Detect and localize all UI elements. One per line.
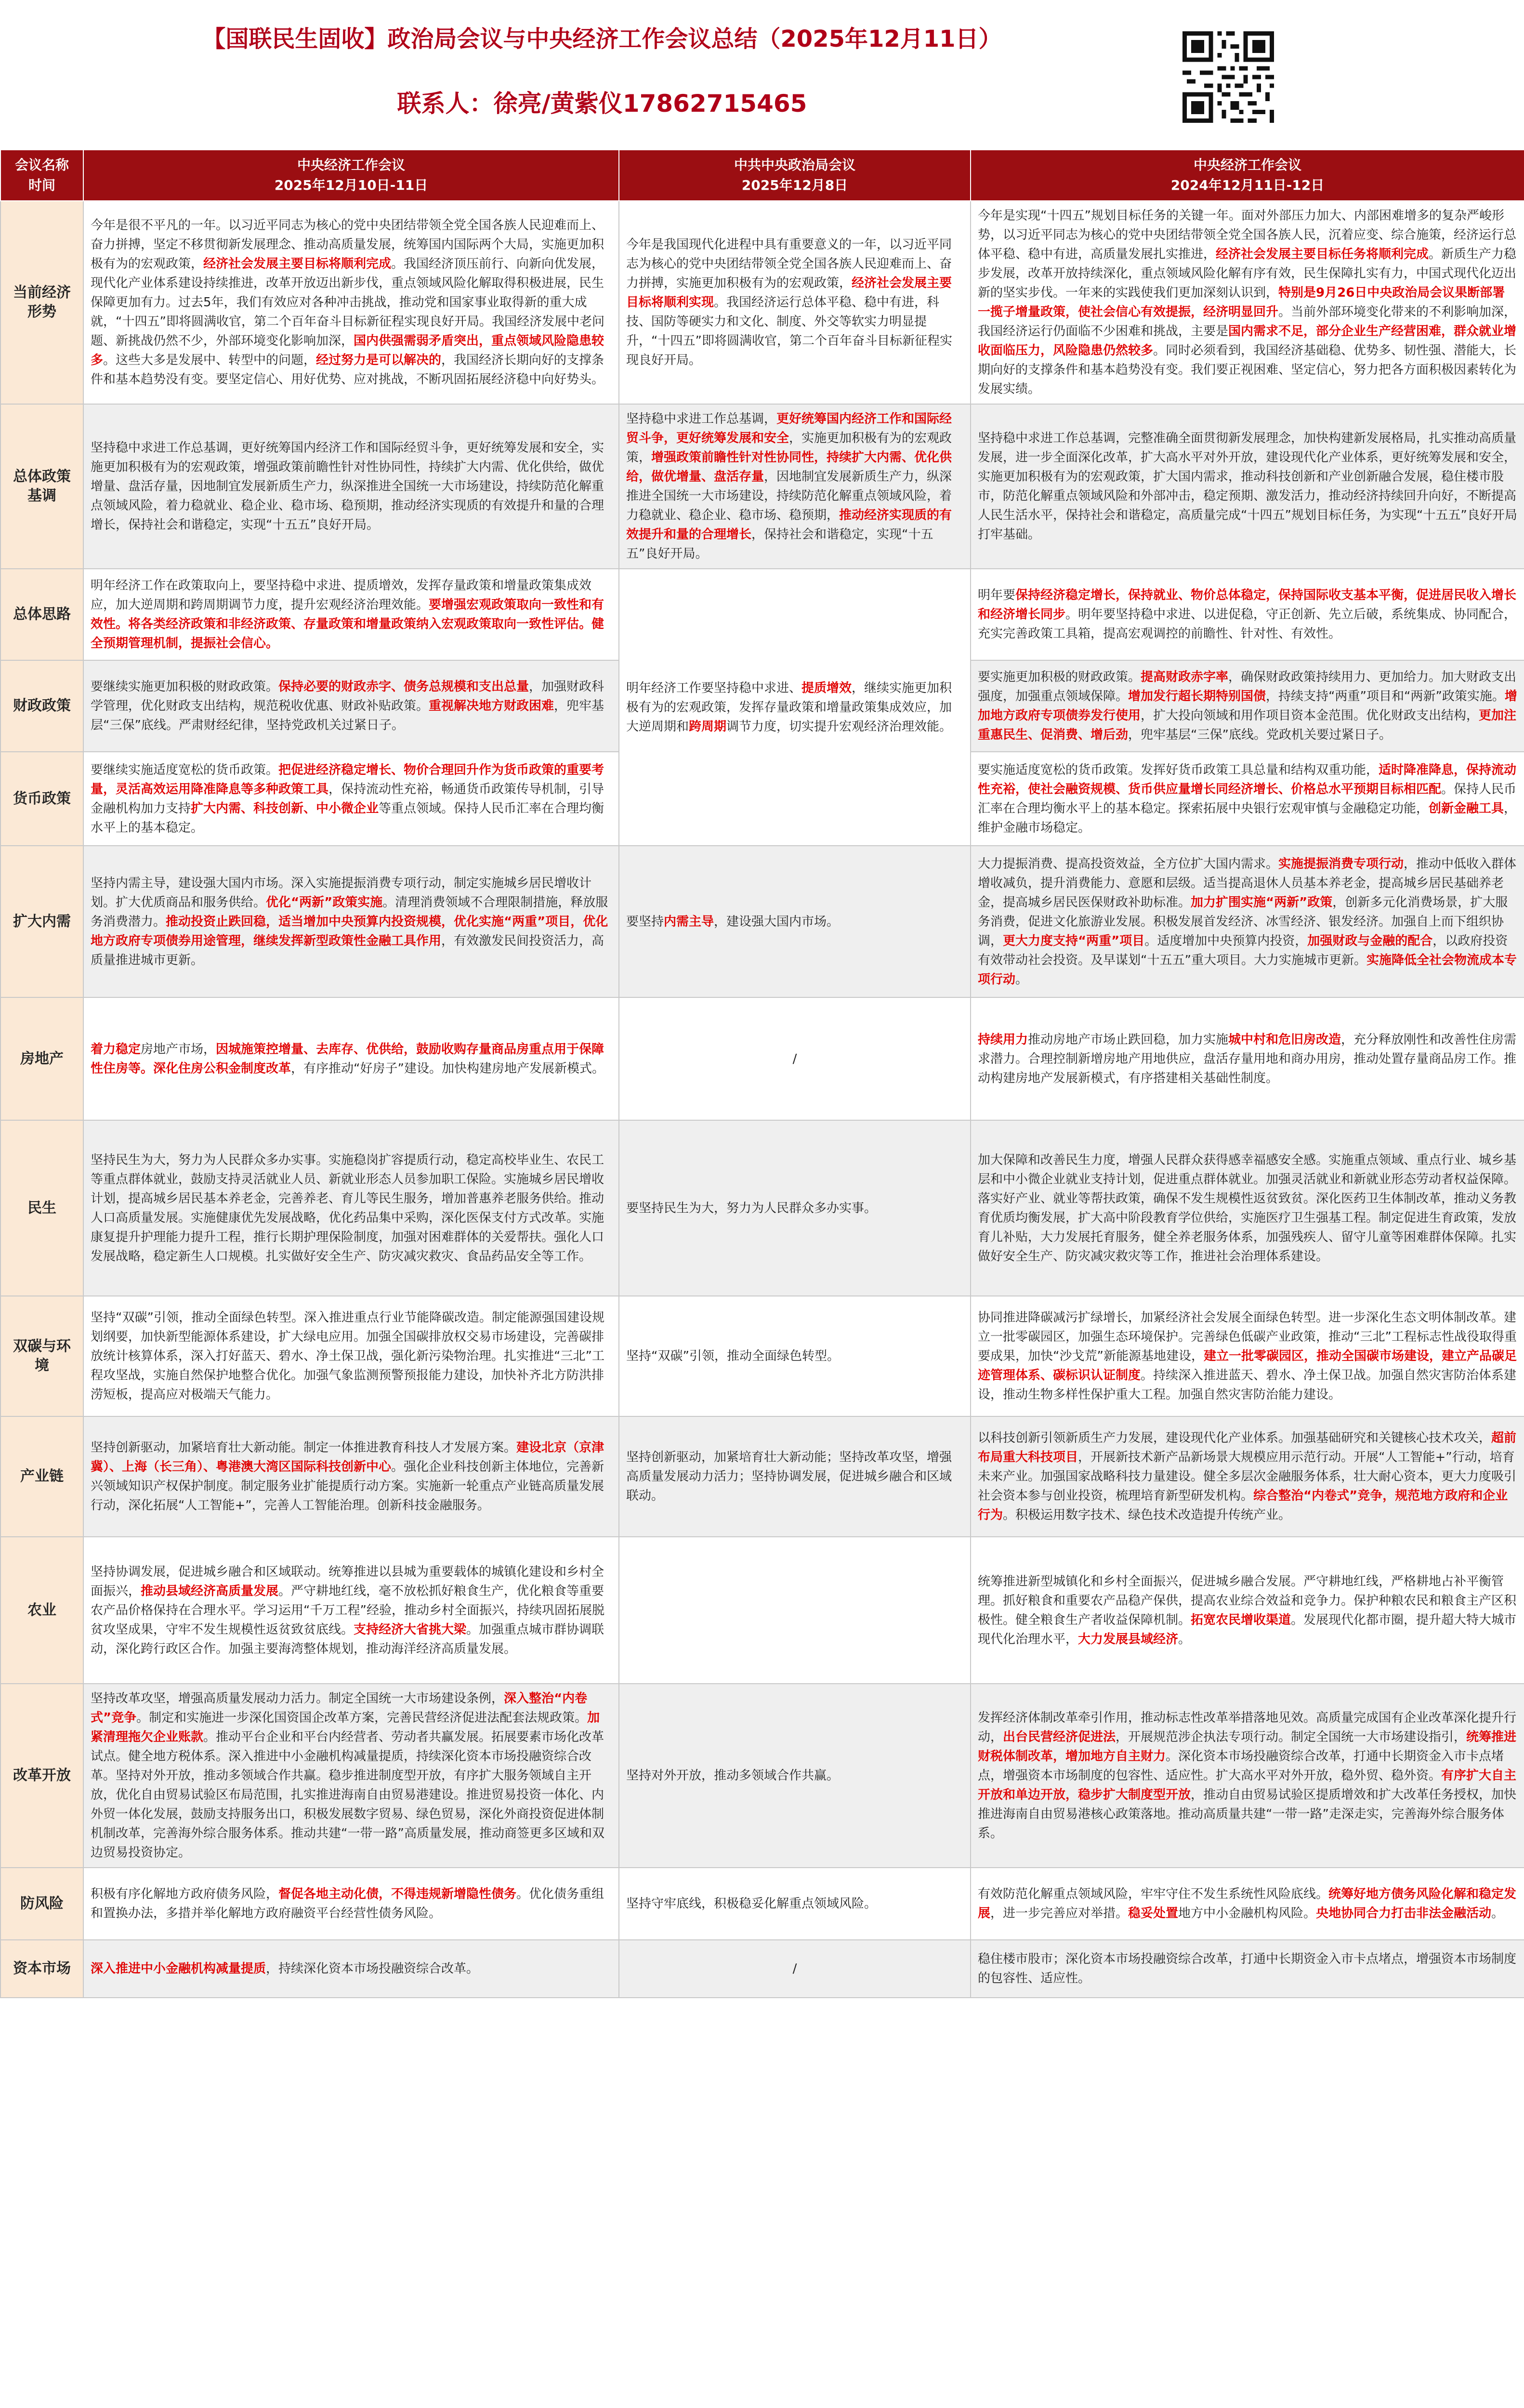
body-text: / (792, 1051, 797, 1066)
cell-politburo-2025 (619, 201, 971, 404)
body-text: 。持续深入推进蓝天、碧水、净土保卫战。加强自然灾害防治体系建设，推动生物多样性保护重大工程。加强自然灾害防治能力建设。 (978, 1368, 1517, 1402)
body-text: 积极有序化解地方政府债务风险， (91, 1887, 279, 1901)
highlight-text: 增加地方政府专项债券发行使用 (978, 689, 1517, 723)
body-text: 坚持内需主导，建设强大国内市场。深入实施提振消费专项行动，制定实施城乡居民增收计划。扩大优质商品和服务供给。 (91, 876, 592, 910)
body-text: ，建设强大国内市场。 (714, 914, 840, 929)
cell-cewc-2025 (83, 997, 619, 1120)
cell-politburo-2025 (619, 997, 971, 1120)
body-text: 要继续实施适度宽松的货币政策。 (91, 762, 279, 777)
cell-cewc-2024 (971, 1416, 1524, 1537)
body-text: 坚持民生为大，努力为人民群众多办实事。实施稳岗扩容提质行动，稳定高校毕业生、农民工等重点群体就业，鼓励支持灵活就业人员、新就业形态人员参加职工保险。实施城乡居民增收计划，提高城乡居民基本养老金，完善养老、育儿等民生服务，增加普惠养老服务供给。推动人口高质量发展。实施健康优先发展战略，优化药品集中采购，深化医保支付方式改革。实施康复提升护理能力提升工程，推行长期护理保险制度，加强对困难群体的关爱帮扶。强化人口发展战略，稳定新生人口规模。扎实做好安全生产、防灾减灾救灾、食品药品安全等工作。 (91, 1152, 604, 1264)
body-text: 。适度增加中央预算内投资， (1144, 933, 1308, 948)
row-label: 房地产 (0, 997, 83, 1120)
cell-cewc-2025 (83, 1120, 619, 1296)
highlight-text: 推动投资止跌回稳，适当增加中央预算内投资规模，优化实施“两重”项目，优化地方政府专项债券用途管理，继续发挥新型政策性金融工具作用 (91, 914, 608, 948)
highlight-text: 重视解决地方财政困难 (429, 699, 554, 713)
body-text: 坚持稳中求进工作总基调，更好统筹国内经济工作和国际经贸斗争，更好统筹发展和安全，实施更加积极有为的宏观政策，增强政策前瞻性针对性协同性，持续扩大内需、优化供给，做优增量、盘活存量，因地制宜发展新质生产力，纵深推进全国统一大市场建设，持续防范化解重点领域风险，着力稳就业、稳企业、稳市场、稳预期，推动经济实现质的有效提升和量的合理增长，保持社会和谐稳定，实现“十五五”良好开局。 (91, 441, 604, 532)
highlight-text: 督促各地主动化债，不得违规新增隐性债务 (278, 1887, 517, 1901)
body-text: 明年要 (978, 588, 1016, 602)
body-text: 。强化企业科技创新主体地位，完善新兴领域知识产权保护制度。制定服务业扩能提质行动方案。实施新一轮重点产业链高质量发展行动，深化拓展“人工智能+”，完善人工智能治理。创新科技金融服务。 (91, 1460, 604, 1513)
highlight-text: 国内供强需弱矛盾突出，重点领域风险隐患较多 (91, 334, 604, 367)
body-text: 坚持协调发展，促进城乡融合和区域联动。统筹推进以县城为重要载体的城镇化建设和乡村全面振兴， (91, 1564, 604, 1598)
table-body (0, 201, 1524, 1998)
body-text: 统筹推进新型城镇化和乡村全面振兴，促进城乡融合发展。严守耕地红线，严格耕地占补平衡管理。抓好粮食和重要农产品稳产保供，提高农业综合效益和竞争力。保护种粮农民和粮食主产区积极性。健全粮食生产者收益保障机制。 (978, 1574, 1517, 1627)
highlight-text: 有序扩大自主开放和单边开放，稳步扩大制度型开放 (978, 1768, 1517, 1802)
cell-politburo-2025 (619, 1120, 971, 1296)
body-text: ，推动中低收入群体增收减负，提升消费能力、意愿和层级。适当提高退休人员基本养老金，提高城乡居民基础养老金，提高城乡居民医保财政补助标准。 (978, 856, 1517, 910)
body-text: 推动房地产市场止跌回稳，加力实施 (1028, 1032, 1229, 1047)
body-text: ，以政府投资有效带动社会投资。及早谋划“十五五”重大项目。大力实施城市更新。 (978, 933, 1508, 968)
highlight-text: 创新金融工具 (1429, 801, 1504, 816)
cell-politburo-2025 (619, 1416, 971, 1537)
header-cewc-2024: 中央经济工作会议 2024年12月11日-12日 (971, 150, 1524, 201)
body-text: 。制定和实施进一步深化国资国企改革方案，完善民营经济促进法配套法规政策。 (136, 1711, 588, 1725)
body-text: 。严守耕地红线，毫不放松抓好粮食生产，优化粮食等重要农产品价格保持在合理水平。学习运用“千万工程”经验，推动乡村全面振兴，持续巩固拓展脱贫攻坚成果，守牢不发生规模性返贫致贫底线。 (91, 1584, 604, 1637)
highlight-text: 超前布局重大科技项目 (978, 1431, 1517, 1465)
highlight-text: 综合整治“内卷式”竞争，规范地方政府和企业行为 (978, 1489, 1508, 1522)
body-text: 。 (1491, 1906, 1504, 1921)
body-text: 坚持守牢底线，积极稳妥化解重点领域风险。 (626, 1897, 877, 1911)
body-text: 。新质生产力稳步发展，改革开放持续深化，重点领域风险化解有序有效，民生保障扎实有力，中国式现代化迈出新的坚实步伐。一年来的实践使我们更加深刻认识到， (978, 247, 1517, 300)
body-text: ，保持社会和谐稳定，实现“十五五”良好开局。 (626, 527, 933, 561)
highlight-text: 更大力度支持“两重”项目 (1003, 933, 1145, 948)
highlight-text: 城中村和危旧房改造 (1228, 1032, 1341, 1047)
row-label: 总体政策基调 (0, 404, 83, 569)
highlight-text: 跨周期 (689, 719, 727, 734)
body-text: 坚持稳中求进工作总基调， (626, 412, 777, 426)
cell-cewc-2025 (83, 1684, 619, 1868)
body-text: 坚持“双碳”引领，推动全面绿色转型。 (626, 1349, 840, 1363)
table-row (0, 846, 1524, 997)
body-text: 坚持改革攻坚，增强高质量发展动力活力。制定全国统一大市场建设条例， (91, 1691, 504, 1706)
body-text: ，持续深化资本市场投融资综合改革。 (266, 1962, 479, 1976)
cell-cewc-2025 (83, 1296, 619, 1416)
highlight-text: 加力扩围实施“两新”政策 (1191, 895, 1333, 910)
header-meeting-time: 会议名称 时间 (0, 150, 83, 201)
body-text: 大力提振消费、提高投资效益，全方位扩大国内需求。 (978, 856, 1279, 871)
highlight-text: 推动经济实现质的有效提升和量的合理增长 (626, 508, 952, 542)
row-label: 货币政策 (0, 752, 83, 846)
cell-cewc-2025 (83, 1868, 619, 1940)
body-text: 。深化资本市场投融资综合改革，打通中长期资金入市卡点堵点，增强资本市场制度的包容性、适应性。扩大高水平对外开放，稳外贸、稳外资。 (978, 1749, 1504, 1783)
highlight-text: 加强财政与金融的配合 (1307, 933, 1433, 948)
highlight-text: 把促进经济稳定增长、物价合理回升作为货币政策的重要考量，灵活高效运用降准降息等多种政策工具 (91, 762, 604, 797)
highlight-text: 加紧清理拖欠企业账款 (91, 1711, 600, 1744)
highlight-text: 持续用力 (978, 1032, 1028, 1047)
highlight-text: 支持经济大省挑大梁 (354, 1622, 467, 1637)
table-row (0, 201, 1524, 404)
cell-politburo-2025 (619, 1296, 971, 1416)
body-text: ，推动自由贸易试验区提质增效和扩大改革任务授权，加快推进海南自由贸易港核心政策落地。推动高质量共建“一带一路”走深走实，完善海外综合服务体系。 (978, 1788, 1517, 1841)
cell-cewc-2024 (971, 846, 1524, 997)
body-text: ，加强财政科学管理，优化财政支出结构，规范税收优惠、财政补贴政策。 (91, 680, 604, 713)
row-label: 双碳与环境 (0, 1296, 83, 1416)
cell-cewc-2024 (971, 404, 1524, 569)
cell-cewc-2024 (971, 1296, 1524, 1416)
highlight-text: 经济社会发展主要目标任务将顺利完成 (1216, 247, 1429, 262)
table-row (0, 1940, 1524, 1998)
body-text: 等重点领域。保持人民币汇率在合理均衡水平上的基本稳定。 (91, 801, 604, 835)
body-text: ，有序推动“好房子”建设。加快构建房地产发展新模式。 (291, 1061, 604, 1076)
body-text: 。优化债务重组和置换办法，多措并举化解地方政府融资平台经营性债务风险。 (91, 1887, 604, 1921)
table-row (0, 1868, 1524, 1940)
body-text: 。明年要坚持稳中求进、以进促稳，守正创新、先立后破，系统集成、协同配合，充实完善政策工具箱，提高宏观调控的前瞻性、针对性、有效性。 (978, 607, 1517, 641)
row-label: 当前经济形势 (0, 201, 83, 404)
body-text: 有效防范化解重点领域风险，牢牢守住不发生系统性风险底线。 (978, 1887, 1329, 1901)
table-row (0, 1537, 1524, 1684)
highlight-text: 统筹好地方债务风险化解和稳定发展 (978, 1887, 1517, 1921)
cell-cewc-2024 (971, 660, 1524, 752)
highlight-text: 优化“两新”政策实施 (266, 895, 383, 910)
body-text: / (792, 1962, 797, 1976)
highlight-text: 着力稳定 (91, 1042, 141, 1057)
body-text: ，充分释放刚性和改善性住房需求潜力。合理控制新增房地产用地供应，盘活存量用地和商办用房，推动处置存量商品房工作。推动构建房地产发展新模式，有序搭建相关基础性制度。 (978, 1032, 1517, 1086)
highlight-text: 拓宽农民增收渠道 (1191, 1612, 1291, 1627)
cell-cewc-2024 (971, 752, 1524, 846)
body-text: 。发展现代化都市圈，提升超大特大城市现代化治理水平， (978, 1612, 1517, 1647)
body-text: 今年是我国现代化进程中具有重要意义的一年，以习近平同志为核心的党中央团结带领全党全国各族人民迎难而上、奋力拼搏，实施更加积极有为的宏观政策， (626, 237, 952, 290)
cell-cewc-2024 (971, 1120, 1524, 1296)
cell-cewc-2025 (83, 1537, 619, 1684)
body-text: 坚持稳中求进工作总基调，完整准确全面贯彻新发展理念，加快构建新发展格局，扎实推动高质量发展，进一步全面深化改革，扩大高水平对外开放，建设现代化产业体系，更好统筹发展和安全，实施更加积极有为的宏观政策，扩大国内需求，推动科技创新和产业创新融合发展，稳住楼市股市，防范化解重点领域风险和外部冲击，稳定预期、激发活力，推动经济持续回升向好，不断提高人民生活水平，保持社会和谐稳定，高质量完成“十四五”规划目标任务，为实现“十五五”良好开局打牢基础。 (978, 431, 1517, 542)
body-text: 坚持对外开放，推动多领域合作共赢。 (626, 1768, 840, 1783)
cell-cewc-2025 (83, 404, 619, 569)
body-text: 。保持人民币汇率在合理均衡水平上的基本稳定。探索拓展中央银行宏观审慎与金融稳定功能， (978, 782, 1517, 816)
highlight-text: 内需主导 (664, 914, 714, 929)
header-cewc-2025: 中央经济工作会议 2025年12月10日-11日 (83, 150, 619, 201)
highlight-text: 央地协同合力打击非法金融活动 (1316, 1906, 1492, 1921)
highlight-text: 因城施策控增量、去库存、优供给，鼓励收购存量商品房重点用于保障性住房等。深化住房公积金制度改革 (91, 1042, 604, 1076)
highlight-text: 国内需求不足，部分企业生产经营困难，群众就业增收面临压力，风险隐患仍然较多 (978, 324, 1517, 358)
highlight-text: 经过努力是可以解决的 (316, 353, 442, 367)
row-label: 总体思路 (0, 569, 83, 660)
cell-politburo-2025 (619, 569, 971, 846)
highlight-text: 稳妥处置 (1128, 1906, 1179, 1921)
table-row (0, 997, 1524, 1120)
body-text: ，兜牢基层“三保”底线。严肃财经纪律，坚持党政机关过紧日子。 (91, 699, 604, 733)
table-row (0, 1416, 1524, 1537)
cell-politburo-2025 (619, 1537, 971, 1684)
highlight-text: 增加发行超长期特别国债 (1128, 689, 1266, 704)
body-text: 调节力度，切实提升宏观经济治理效能。 (726, 719, 952, 734)
body-text: 明年经济工作要坚持稳中求进、 (626, 681, 802, 695)
body-text: ，进一步完善应对举措。 (990, 1906, 1129, 1921)
highlight-text: 保持经济稳定增长，保持就业、物价总体稳定，保持国际收支基本平衡，促进居民收入增长和经济增长同步 (978, 588, 1517, 622)
cell-cewc-2025 (83, 1416, 619, 1537)
body-text: ，扩大投向领域和用作项目资本金范围。优化财政支出结构， (1141, 708, 1479, 723)
body-text: ，有效激发民间投资活力，高质量推进城市更新。 (91, 933, 604, 968)
row-label: 资本市场 (0, 1940, 83, 1998)
cell-cewc-2025 (83, 846, 619, 997)
cell-politburo-2025 (619, 404, 971, 569)
table-row (0, 1684, 1524, 1868)
body-text: ，继续实施更加积极有为的宏观政策，发挥存量政策和增量政策集成效应，加大逆周期和 (626, 681, 952, 734)
body-text: 。加强重点城市群协调联动，深化跨行政区合作。加强主要海湾整体规划，推动海洋经济高质量发展。 (91, 1622, 604, 1656)
table-row (0, 1296, 1524, 1416)
row-label: 财政政策 (0, 660, 83, 752)
body-text: 今年是实现“十四五”规划目标任务的关键一年。面对外部压力加大、内部困难增多的复杂严峻形势，以习近平同志为核心的党中央团结带领全党全国各族人民，沉着应变、综合施策，经济运行总体平稳、稳中有进，高质量发展扎实推进， (978, 209, 1517, 262)
body-text: 。清理消费领域不合理限制措施，释放服务消费潜力。 (91, 895, 608, 929)
body-text: 。同时必须看到，我国经济基础稳、优势多、韧性强、潜能大，长期向好的支撑条件和基本趋势没有变。我们要正视困难、坚定信心，努力把各方面积极因素转化为发展实绩。 (978, 343, 1517, 396)
row-label: 产业链 (0, 1416, 83, 1537)
body-text: 。我国经济顶压前行、向新向优发展，现代化产业体系建设持续推进，改革开放迈出新步伐，重点领域风险化解取得积极进展，民生保障更加有力。过去5年，我们有效应对各种冲击挑战，推动党和国家事业取得新的重大成就，“十四五”即将圆满收官，第二个百年奋斗目标新征程实现良好开局。我国经济发展中老问题、新挑战仍然不少，外部环境变化影响加深， (91, 257, 604, 348)
body-text: 。当前外部环境变化带来的不利影响加深，我国经济运行仍面临不少困难和挑战，主要是 (978, 305, 1517, 339)
body-text: 坚持“双碳”引领，推动全面绿色转型。深入推进重点行业节能降碳改造。制定能源强国建设规划纲要，加快新型能源体系建设，扩大绿电应用。加强全国碳排放权交易市场建设，完善碳排放统计核算体系，深入打好蓝天、碧水、净土保卫战，强化新污染物治理。扎实推进“三北”工程攻坚战，实施自然保护地整合优化。加强气象监测预警预报能力建设，加快补齐北方防洪排涝短板，提高应对极端天气能力。 (91, 1310, 604, 1402)
report-header (0, 0, 1524, 130)
cell-politburo-2025 (619, 846, 971, 997)
row-label: 民生 (0, 1120, 83, 1296)
highlight-text: 建设北京（京津冀）、上海（长三角）、粤港澳大湾区国际科技创新中心 (91, 1440, 604, 1474)
highlight-text: 适时降准降息，保持流动性充裕，使社会融资规模、货币供应量增长同经济增长、价格总水平预期目标相匹配 (978, 762, 1517, 797)
table-row (0, 1120, 1524, 1296)
highlight-text: 保持必要的财政赤字、债务总规模和支出总量 (278, 680, 529, 694)
row-label: 防风险 (0, 1868, 83, 1940)
highlight-text: 大力发展县域经济 (1078, 1632, 1179, 1647)
highlight-text: 实施降低全社会物流成本专项行动 (978, 953, 1517, 987)
cell-cewc-2024 (971, 569, 1524, 660)
highlight-text: 深入整治“内卷式”竞争 (91, 1691, 588, 1725)
cell-cewc-2025 (83, 752, 619, 846)
body-text: 。 (1015, 972, 1028, 987)
header-politburo-2025: 中共中央政治局会议 2025年12月8日 (619, 150, 971, 201)
cell-cewc-2025 (83, 660, 619, 752)
body-text: 加大保障和改善民生力度，增强人民群众获得感幸福感安全感。实施重点领域、重点行业、城乡基层和中小微企业就业支持计划，促进重点群体就业。加强灵活就业和新就业形态劳动者权益保障。落实好产业、就业等帮扶政策，确保不发生规模性返贫致贫。深化医药卫生体制改革，推动义务教育优质均衡发展，扩大高中阶段教育学位供给，实施医疗卫生强基工程。制定促进生育政策，发放育儿补贴，大力发展托育服务，健全养老服务体系，加强残疾人、留守儿童等困难群体保障。扎实做好安全生产、防灾减灾救灾等工作，推进社会治理体系建设。 (978, 1152, 1517, 1264)
highlight-text: 推动县域经济高质量发展 (141, 1584, 279, 1598)
cell-politburo-2025 (619, 1868, 971, 1940)
body-text: ，兜牢基层“三保”底线。党政机关要过紧日子。 (1128, 728, 1392, 742)
highlight-text: 扩大内需、科技创新、中小微企业 (191, 801, 379, 816)
highlight-text: 更好统筹国内经济工作和国际经贸斗争，更好统筹发展和安全 (626, 412, 952, 445)
table-row (0, 569, 1524, 660)
report-title: 【国联民生固收】政治局会议与中央经济工作会议总结（2025年12月11日） (202, 26, 1002, 52)
body-text: 今年是很不平凡的一年。以习近平同志为核心的党中央团结带领全党全国各族人民迎难而上、奋力拼搏，坚定不移贯彻新发展理念、推动高质量发展，统筹国内国际两个大局，实施更加积极有为的宏观政策， (91, 218, 604, 271)
body-text: ，开展新技术新产品新场景大规模应用示范行动。开展“人工智能+”行动，培育未来产业。加强国家战略科技力量建设。健全多层次金融服务体系，壮大耐心资本，更大力度吸引社会资本参与创业投资，梳理培育新型研发机构。 (978, 1450, 1517, 1503)
body-text: 要实施适度宽松的货币政策。发挥好货币政策工具总量和结构双重功能， (978, 762, 1379, 777)
body-text: 。我国经济运行总体平稳、稳中有进，科技、国防等硬实力和文化、制度、外交等软实力明显提升，“十四五”即将圆满收官，第二个百年奋斗目标新征程实现良好开局。 (626, 295, 952, 367)
cell-cewc-2024 (971, 1868, 1524, 1940)
body-text: 要继续实施更加积极的财政政策。 (91, 680, 279, 694)
highlight-text: 特别是9月26日中央政治局会议果断部署一揽子增量政策，使社会信心有效提振，经济明显回升 (978, 286, 1505, 319)
highlight-text: 出台民营经济促进法 (1003, 1730, 1116, 1744)
row-label: 农业 (0, 1537, 83, 1684)
highlight-text: 经济社会发展主要目标将顺利实现 (626, 276, 952, 310)
row-label: 改革开放 (0, 1684, 83, 1868)
cell-cewc-2025 (83, 1940, 619, 1998)
cell-politburo-2025 (619, 1684, 971, 1868)
body-text: ，保持流动性充裕，畅通货币政策传导机制，引导金融机构加力支持 (91, 782, 604, 816)
body-text: 。 (1178, 1632, 1191, 1647)
cell-politburo-2025 (619, 1940, 971, 1998)
cell-cewc-2024 (971, 1940, 1524, 1998)
highlight-text: 建立一批零碳园区，推动全国碳市场建设，建立产品碳足迹管理体系、碳标识认证制度 (978, 1349, 1517, 1383)
comparison-table (0, 149, 1524, 1998)
body-text: 。积极运用数字技术、绿色技术改造提升传统产业。 (1003, 1508, 1291, 1522)
body-text: 坚持创新驱动，加紧培育壮大新动能。制定一体推进教育科技人才发展方案。 (91, 1440, 517, 1455)
highlight-text: 实施提振消费专项行动 (1278, 856, 1404, 871)
body-text: ，开展规范涉企执法专项行动。制定全国统一大市场建设指引， (1116, 1730, 1467, 1744)
body-text: 稳住楼市股市；深化资本市场投融资综合改革，打通中长期资金入市卡点堵点，增强资本市场制度的包容性、适应性。 (978, 1952, 1517, 1986)
highlight-text: 深入推进中小金融机构减量提质 (91, 1962, 266, 1976)
cell-cewc-2024 (971, 1537, 1524, 1684)
row-label: 扩大内需 (0, 846, 83, 997)
body-text: 要坚持 (626, 914, 664, 929)
highlight-text: 提质增效 (801, 681, 852, 695)
body-text: ，创新多元化消费场景，扩大服务消费，促进文化旅游业发展。积极发展首发经济、冰雪经济、银发经济。加强自上而下组织协调， (978, 895, 1508, 948)
body-text: 。推动平台企业和平台内经营者、劳动者共赢发展。拓展要素市场化改革试点。健全地方税体系。深入推进中小金融机构减量提质，持续深化资本市场投融资综合改革。坚持对外开放，推动多领域合作共赢。稳步推进制度型开放，有序扩大服务领域自主开放，优化自由贸易试验区布局范围，扎实推进海南自由贸易港建设。推进贸易投资一体化、内外贸一体化发展，鼓励支持服务出口，积极发展数字贸易、绿色贸易，深化外商投资促进体制机制改革，完善海外综合服务体系。推动共建“一带一路”高质量发展，推动商签更多区域和双边贸易投资协定。 (91, 1730, 604, 1860)
body-text: 以科技创新引领新质生产力发展，建设现代化产业体系。加强基础研究和关键核心技术攻关， (978, 1431, 1492, 1445)
highlight-text: 更加注重惠民生、促消费、增后劲 (978, 708, 1517, 742)
body-text: 明年经济工作在政策取向上，要坚持稳中求进、提质增效，发挥存量政策和增量政策集成效应，加大逆周期和跨周期调节力度，提升宏观经济治理效能。 (91, 578, 592, 612)
body-text: ，我国经济长期向好的支撑条件和基本趋势没有变。要坚定信心、用好优势、应对挑战，不断巩固拓展经济稳中向好势头。 (91, 353, 604, 387)
body-text: 要实施更加积极的财政政策。 (978, 670, 1141, 684)
body-text: ，持续支持“两重”项目和“两新”政策实施。 (1266, 689, 1505, 704)
highlight-text: 提高财政赤字率 (1141, 670, 1229, 684)
cell-cewc-2024 (971, 201, 1524, 404)
highlight-text: 增强政策前瞻性针对性协同性，持续扩大内需、优化供给，做优增量、盘活存量 (626, 450, 952, 484)
body-text: 房地产市场， (141, 1042, 216, 1057)
cell-cewc-2024 (971, 1684, 1524, 1868)
highlight-text: 经济社会发展主要目标将顺利完成 (203, 257, 392, 271)
contact-line: 联系人：徐亮/黄紫仪17862715465 (397, 90, 807, 118)
cell-cewc-2025 (83, 201, 619, 404)
qr-code-icon (1182, 31, 1274, 123)
highlight-text: 要增强宏观政策取向一致性和有效性。将各类经济政策和非经济政策、存量政策和增量政策纳入宏观政策取向一致性评估。健全预期管理机制，提振社会信心。 (91, 598, 604, 651)
highlight-text: 统筹推进财税体制改革，增加地方自主财力 (978, 1730, 1517, 1764)
body-text: 协同推进降碳减污扩绿增长，加紧经济社会发展全面绿色转型。进一步深化生态文明体制改革。建立一批零碳园区，加强生态环境保护。完善绿色低碳产业政策，推动“三北”工程标志性战役取得重要成果，加快“沙戈荒”新能源基地建设， (978, 1310, 1517, 1363)
body-text: 发挥经济体制改革牵引作用，推动标志性改革举措落地见效。高质量完成国有企业改革深化提升行动， (978, 1711, 1517, 1744)
body-text: 要坚持民生为大，努力为人民群众多办实事。 (626, 1201, 877, 1216)
body-text: ，确保财政政策持续用力、更加给力。加大财政支出强度，加强重点领域保障。 (978, 670, 1517, 704)
table-header-row (0, 150, 1524, 201)
body-text: ，实施更加积极有为的宏观政策， (626, 431, 952, 465)
body-text: ，因地制宜发展新质生产力，纵深推进全国统一大市场建设，持续防范化解重点领域风险，着力稳就业、稳企业、稳市场、稳预期， (626, 470, 952, 523)
body-text: 坚持创新驱动，加紧培育壮大新动能；坚持改革攻坚，增强高质量发展动力活力；坚持协调发展，促进城乡融合和区域联动。 (626, 1450, 952, 1503)
table-row (0, 404, 1524, 569)
cell-cewc-2024 (971, 997, 1524, 1120)
body-text: 地方中小金融机构风险。 (1178, 1906, 1316, 1921)
cell-cewc-2025 (83, 569, 619, 660)
body-text: 。这些大多是发展中、转型中的问题， (103, 353, 316, 367)
body-text: ，维护金融市场稳定。 (978, 801, 1517, 835)
